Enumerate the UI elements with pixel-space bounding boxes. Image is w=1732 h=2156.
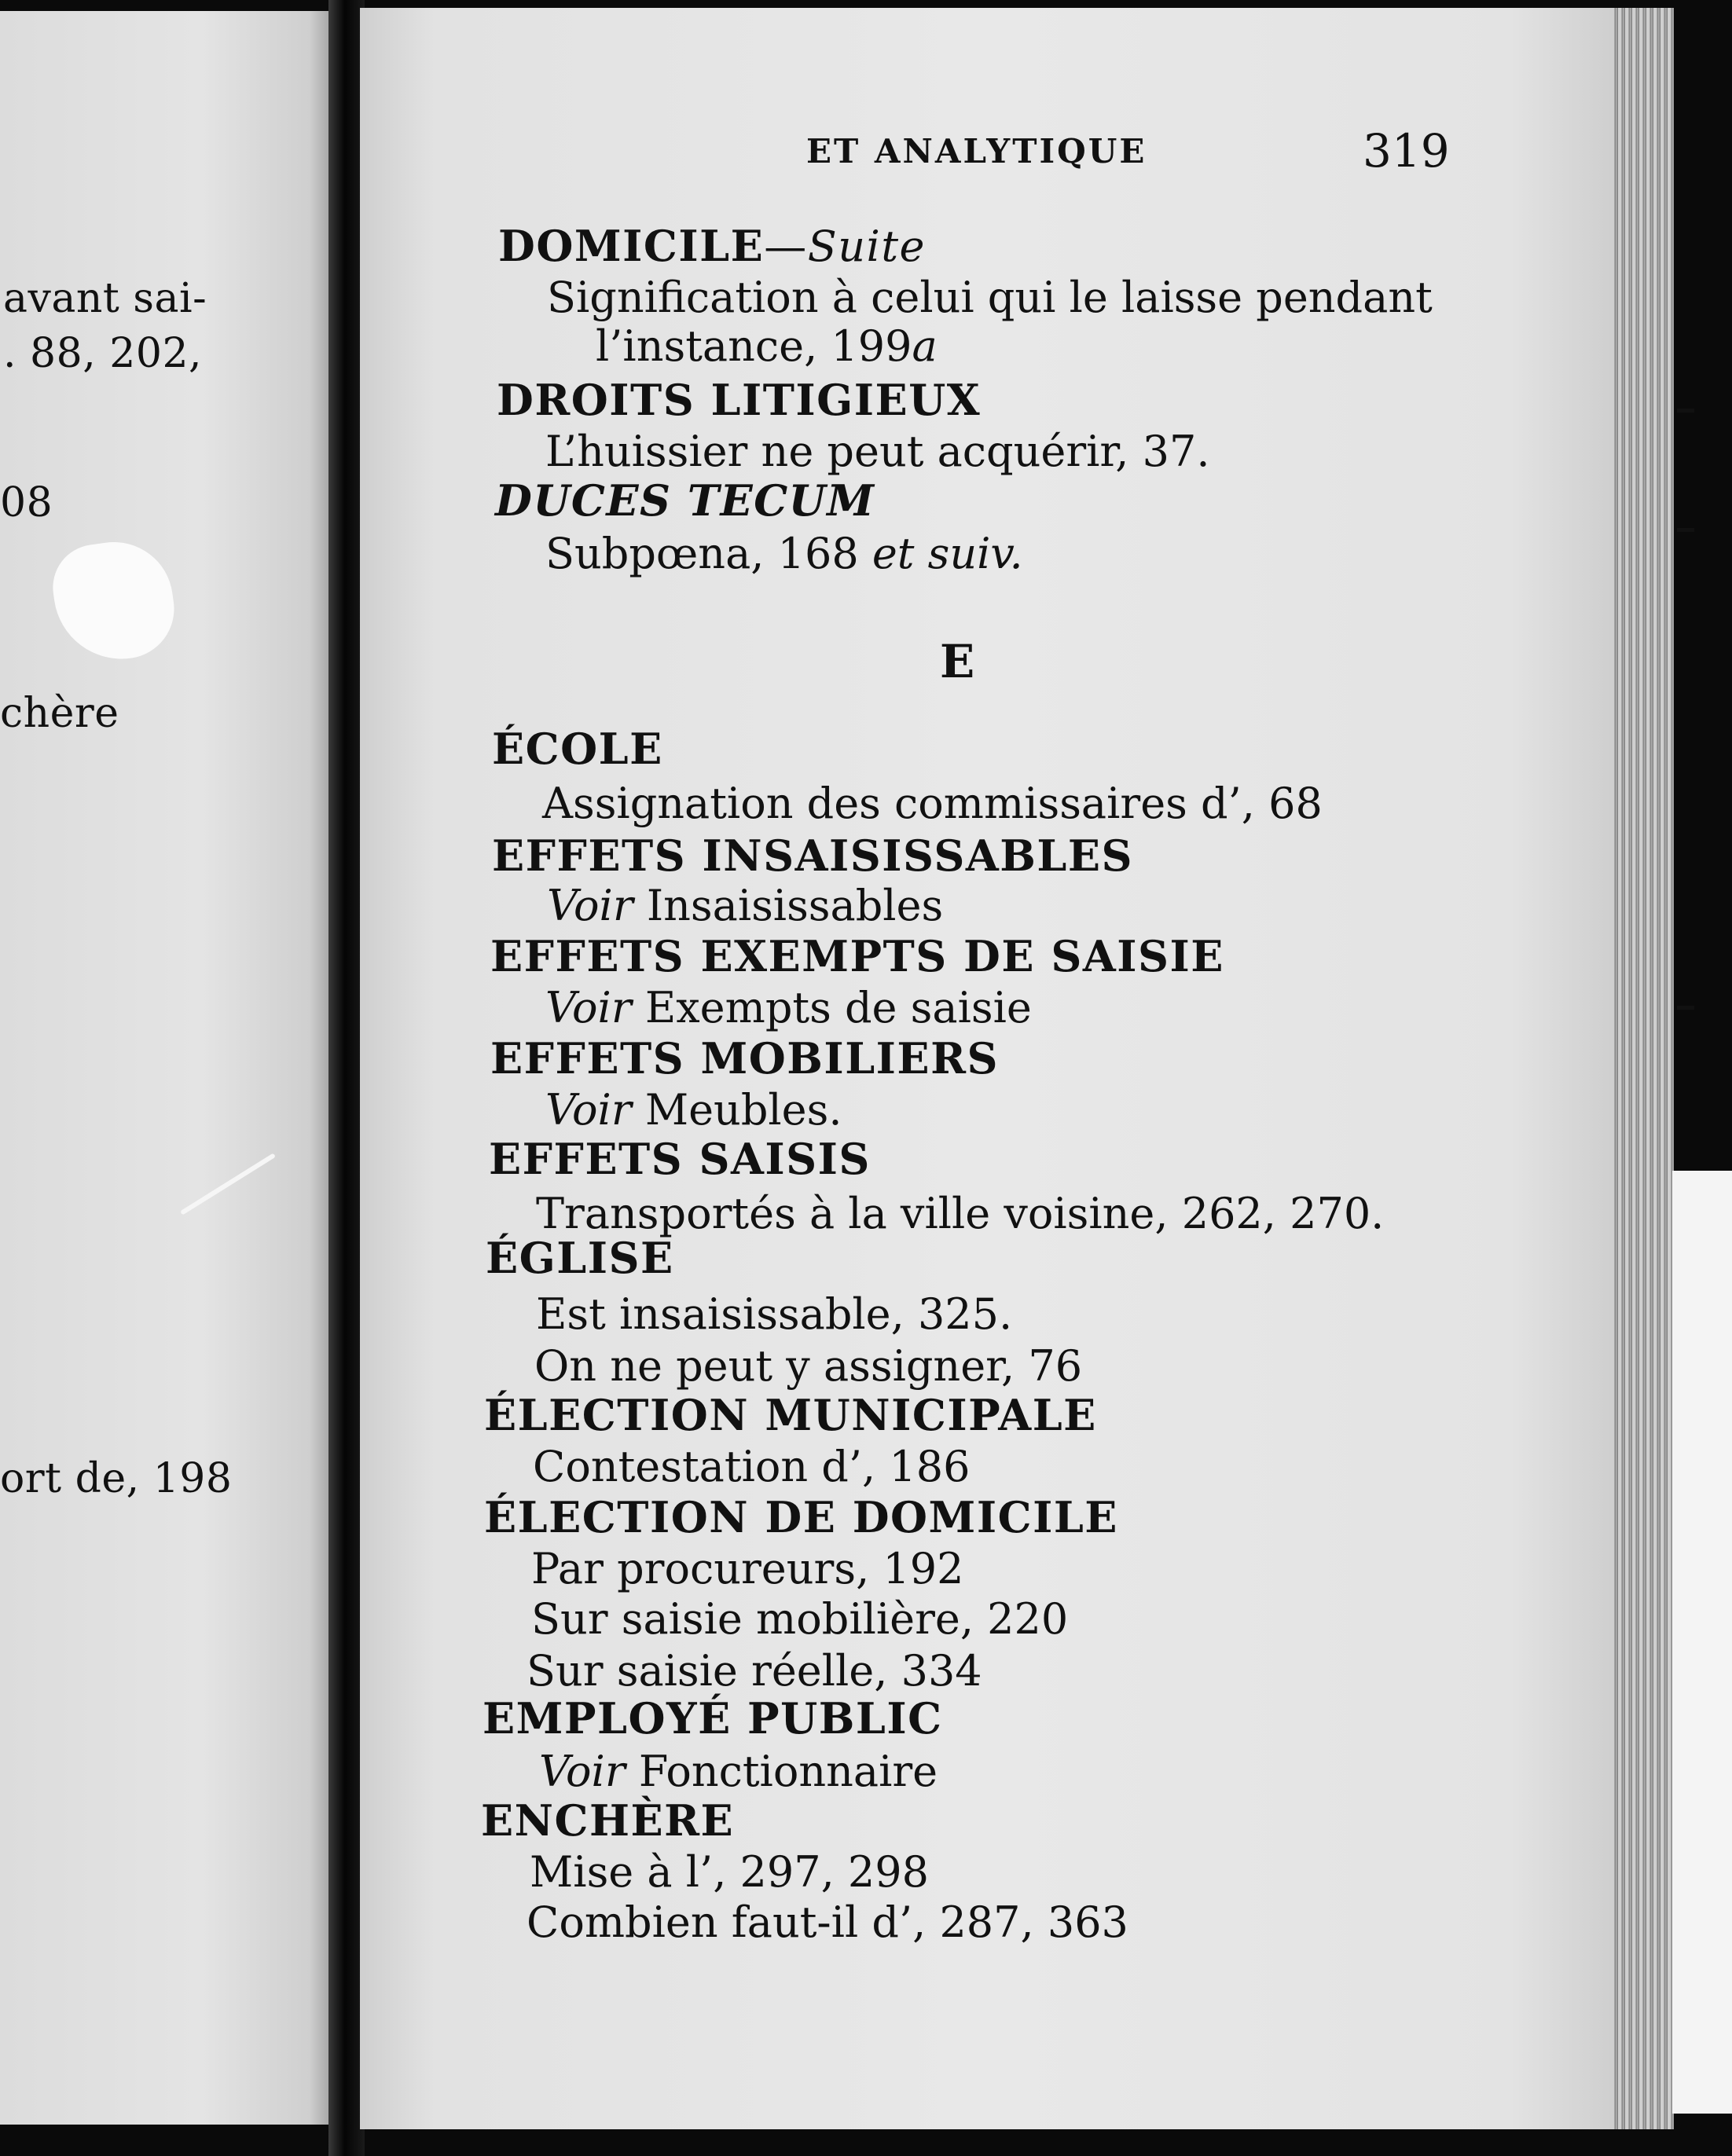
index-heading: ÉLECTION MUNICIPALE [484,1390,1097,1440]
index-subentry: Signification à celui qui le laisse pendant [547,273,1433,322]
index-subentry: Est insaisissable, 325. [536,1289,1013,1339]
index-subentry: Combien faut-il d’, 287, 363 [527,1898,1128,1947]
paper-scratch [180,1153,276,1215]
index-subentry [545,1085,842,1135]
left-page-line: 08 [0,479,53,526]
edge-mark [1677,1006,1694,1010]
subentry-text: Meubles. [644,1085,842,1135]
subentry-text: Fonctionnaire [638,1747,938,1796]
subentry-text: Insaisissables [646,881,944,930]
index-subentry: L’huissier ne peut acquérir, 37. [545,427,1210,476]
index-heading: DROITS LITIGIEUX [497,375,982,425]
subentry-text: l’instance, 199 [596,321,912,371]
left-page-fragment [0,11,336,2125]
voir-label: Voir [545,1085,632,1135]
index-heading: EFFETS EXEMPTS DE SAISIE [490,931,1224,981]
index-subentry: Mise à l’, 297, 298 [530,1847,929,1897]
index-subentry: Sur saisie réelle, 334 [527,1646,982,1696]
voir-label: Voir [547,881,633,930]
index-heading: ÉGLISE [486,1233,674,1283]
paper-damage-spot [47,534,180,667]
subentry-suffix: et suiv. [872,529,1023,578]
heading-dash: — [764,222,808,271]
index-subentry-continuation [596,321,938,371]
edge-mark [1677,528,1694,532]
index-subentry: Par procureurs, 192 [531,1544,964,1593]
left-page-line: chère [0,690,119,737]
index-heading [498,221,926,271]
left-page-line: ort de, 198 [0,1455,233,1502]
index-heading-italic: DUCES TECUM [495,475,875,526]
left-page-line: . 88, 202, [3,330,203,377]
index-heading: ÉLECTION DE DOMICILE [484,1492,1118,1542]
page-edge-highlight [1672,1171,1732,2114]
subentry-suffix: a [912,321,938,371]
index-subentry: On ne peut y assigner, 76 [534,1341,1083,1391]
voir-label: Voir [545,983,632,1032]
edge-mark [1677,409,1694,412]
subentry-text: Exempts de saisie [644,983,1032,1032]
index-subentry: Contestation d’, 186 [533,1442,971,1491]
heading-text: DOMICILE [498,221,765,271]
running-title: ET ANALYTIQUE [806,132,1147,170]
page-number: 319 [1363,124,1450,178]
subentry-text: Subpœna, 168 [545,529,859,578]
section-letter: E [940,635,975,688]
index-subentry [547,881,944,930]
index-subentry [545,529,1023,578]
index-heading: EMPLOYÉ PUBLIC [483,1693,943,1744]
index-subentry: Sur saisie mobilière, 220 [531,1594,1069,1644]
heading-suite: Suite [807,222,926,271]
index-heading: EFFETS MOBILIERS [490,1033,999,1084]
index-subentry: Transportés à la ville voisine, 262, 270. [536,1189,1385,1238]
index-subentry: Assignation des commissaires d’, 68 [542,779,1323,828]
index-heading: EFFETS INSAISISSABLES [492,830,1133,881]
index-heading: ÉCOLE [492,724,663,774]
index-heading: EFFETS SAISIS [489,1134,871,1184]
left-page-line: avant sai- [3,275,207,322]
index-subentry [545,983,1032,1032]
index-heading: ENCHÈRE [481,1795,735,1846]
page-edges [1611,8,1674,2129]
voir-label: Voir [539,1747,626,1796]
index-subentry [539,1747,938,1796]
